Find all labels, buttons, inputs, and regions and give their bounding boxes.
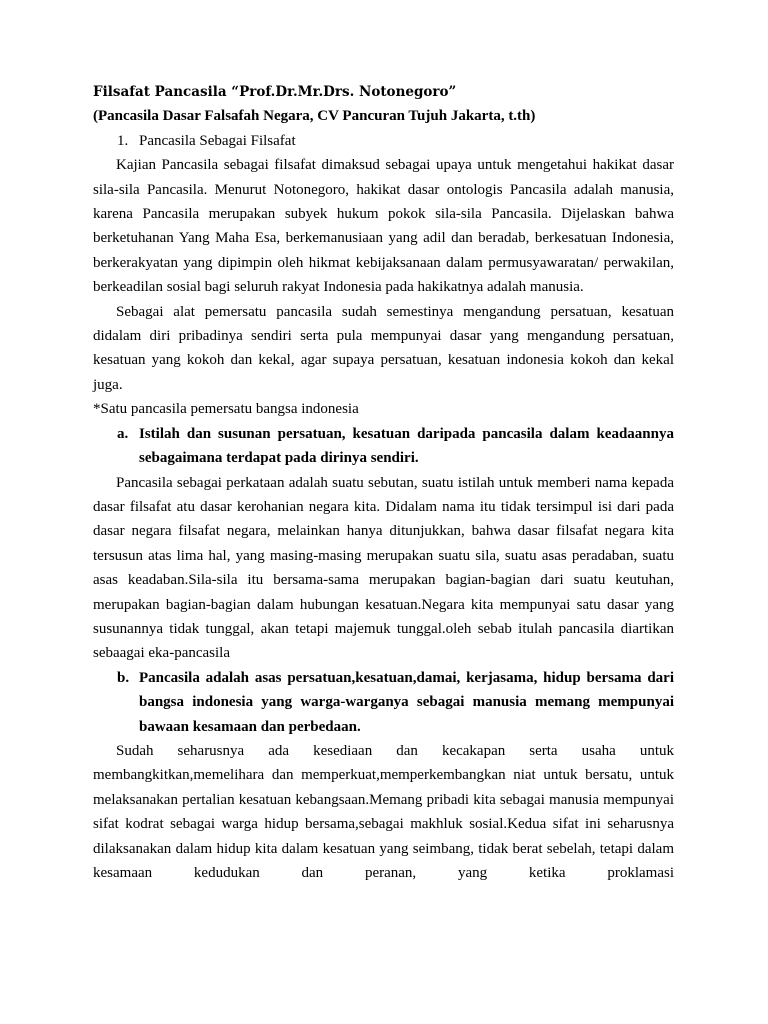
section-heading-1 (93, 129, 674, 153)
paragraph-1: Kajian Pancasila sebagai filsafat dimaksud sebagai upaya untuk mengetahui hakikat dasar sila-sila Pancasila. Menurut Notonegoro, hakikat dasar ontologis Pancasila adalah manusia, karena Pancasila merupakan subyek hukum pokok sila-sila Pancasila. Dijelaskan bahwa berketuhanan Yang Maha Esa, berkemanusiaan yang adil dan beradab, berkesatuan Indonesia, berkerakyatan yang dipimpin oleh hikmat kebijaksanaan dalam permusyawaratan/ perwakilan, berkeadilan sosial bagi seluruh rakyat Indonesia pada hakikatnya adalah manusia. (93, 157, 674, 296)
list-item-a (93, 422, 674, 471)
note-line: *Satu pancasila pemersatu bangsa indonesia (93, 401, 359, 418)
list-marker-b: b. (117, 669, 130, 686)
paragraph-3: Pancasila sebagai perkataan adalah suatu sebutan, suatu istilah untuk memberi nama kepada dasar filsafat atu dasar kerohanian negara kita. Didalam nama itu tidak tersimpul isi dari pada dasar negara filsafat negara, melainkan hanya ditunjukkan, bahwa dasar filsafat negara kita tersusun atas lima hal, yang masing-masing merupakan suatu sila, suatu asas peradaban, suatu asas keadaban.Sila-sila itu bersama-sama merupakan bagian-bagian dari suatu keutuhan, merupakan bagian-bagian dalam hubungan kesatuan.Negara kita mempunyai satu dasar yang susunannya tidak tunggal, akan tetapi majemuk tunggal.oleh sebab itulah pancasila diartikan sebaagai eka-pancasila (93, 474, 674, 662)
list-marker-a: a. (117, 425, 129, 442)
section-heading-text: Pancasila Sebagai Filsafat (139, 132, 296, 149)
list-heading-b: Pancasila adalah asas persatuan,kesatuan,damai, kerjasama, hidup bersama dari bangsa indonesia yang warga-warganya sebagai manusia memang mempunyai bawaan kesamaan dan perbedaan. (139, 669, 674, 735)
paragraph-2: Sebagai alat pemersatu pancasila sudah semestinya mengandung persatuan, kesatuan didalam diri pribadinya sendiri serta pula mempunyai dasar yang mengandung persatuan, kesatuan yang kokoh dan kekal, agar supaya persatuan, kesatuan indonesia kokoh dan kekal juga. (93, 303, 674, 393)
paragraph-4: Sudah seharusnya ada kesediaan dan kecakapan serta usaha untuk membangkitkan,memelihara dan memperkuat,memperkembangkan niat untuk bersatu, untuk melaksanakan pertalian kesatuan kebangsaan.Memang pribadi kita sebagai manusia mempunyai sifat kodrat sebagai warga hidup bersama,sebagai makhluk sosial.Kedua sifat ini seharusnya dilaksanakan dalam hidup kita dalam kesatuan yang seimbang, tidak berat sebelah, tetapi dalam kesamaan kedudukan dan peranan, yang ketika proklamasi (93, 742, 674, 881)
document-subtitle: (Pancasila Dasar Falsafah Negara, CV Pancuran Tujuh Jakarta, t.th) (93, 108, 536, 125)
document-title: Filsafat Pancasila “Prof.Dr.Mr.Drs. Notonegoro” (93, 84, 457, 100)
list-heading-a: Istilah dan susunan persatuan, kesatuan daripada pancasila dalam keadaannya sebagaimana terdapat pada dirinya sendiri. (139, 425, 674, 467)
list-item-b (93, 666, 674, 739)
section-number: 1. (117, 132, 129, 149)
